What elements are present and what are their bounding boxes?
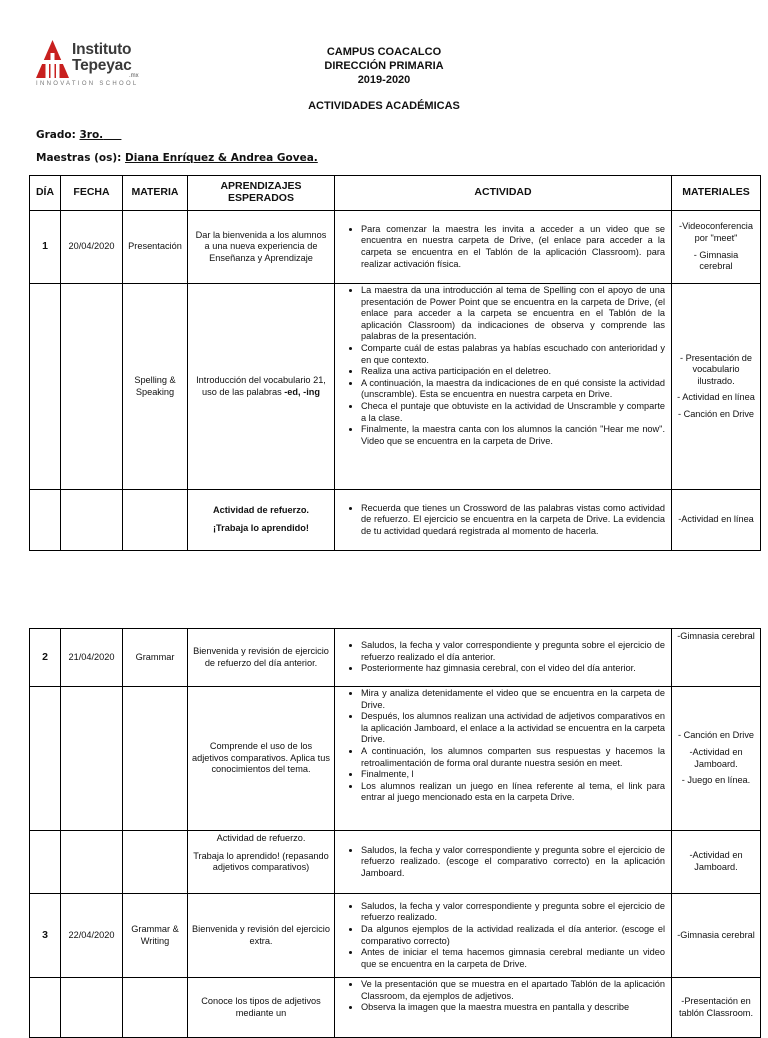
actividad-cell bbox=[335, 978, 672, 1038]
table-row bbox=[30, 831, 761, 894]
actividad-bullet: • Saludos, la fecha y valor correspondiente y pregunta sobre el ejercicio de refuerzo realizado. (escoge el comparativo correcto) en la aplicación Jamboard. bbox=[361, 845, 665, 880]
table-row bbox=[30, 629, 761, 687]
table-row bbox=[30, 284, 761, 490]
materia-cell bbox=[123, 687, 188, 831]
material-item: - Juego en línea. bbox=[681, 775, 751, 786]
actividad-bullet: • Comparte cuál de estas palabras ya habías escuchado con anterioridad y en que contexto. bbox=[361, 343, 665, 366]
dia-cell: 1 bbox=[30, 211, 61, 284]
actividad-bullet: • Observa la imagen que la maestra muestra en pantalla y describe bbox=[361, 1002, 665, 1014]
material-item: - Gimnasia cerebral bbox=[693, 249, 739, 272]
fecha-cell bbox=[61, 978, 123, 1038]
actividad-bullet: • A continuación, la maestra da indicaciones de en qué consiste la actividad (unscramble). Esta se encuentra en nuestra carpeta en Drive. bbox=[361, 378, 665, 401]
col-header-dia: DÍA bbox=[30, 176, 61, 211]
fecha-cell bbox=[61, 284, 123, 490]
material-item: -Actividad en Jamboard. bbox=[689, 850, 743, 872]
table-row bbox=[30, 978, 761, 1038]
table-row bbox=[30, 894, 761, 978]
logo-name-line1: Instituto bbox=[72, 41, 132, 58]
actividad-bullet: • Recuerda que tienes un Crossword de las palabras vistas como actividad de refuerzo. El ejercicio se encuentra en la carpeta de Drive. La evidencia de tu actividad quedará registrada al momento de hacerla. bbox=[361, 503, 665, 538]
material-item: -Gimnasia cerebral bbox=[677, 929, 755, 940]
materia-cell bbox=[123, 490, 188, 551]
materiales-cell bbox=[672, 894, 761, 978]
table-header-row bbox=[30, 176, 761, 211]
actividad-list bbox=[339, 224, 665, 270]
logo-suffix: .mx bbox=[129, 73, 139, 79]
aprendizaje-cell bbox=[188, 490, 335, 551]
aprendizaje-cell bbox=[188, 284, 335, 490]
aprendizaje-cell: Conoce los tipos de adjetivos mediante un bbox=[188, 978, 335, 1038]
direccion-heading: DIRECCIÓN PRIMARIA bbox=[324, 60, 444, 72]
materia-cell: Presentación bbox=[123, 211, 188, 284]
activities-table-1 bbox=[29, 175, 761, 551]
aprendizaje-bold-text: -ed, -ing bbox=[284, 386, 320, 397]
activities-table-2 bbox=[29, 628, 761, 1038]
table-row bbox=[30, 211, 761, 284]
actividad-list bbox=[339, 845, 665, 880]
maestras-label: Maestras (os): bbox=[36, 152, 122, 164]
fecha-cell bbox=[61, 687, 123, 831]
logo-tagline: INNOVATION SCHOOL bbox=[36, 81, 139, 87]
actividad-list bbox=[339, 901, 665, 971]
fecha-cell: 22/04/2020 bbox=[61, 894, 123, 978]
materiales-cell bbox=[672, 831, 761, 894]
aprendizaje-cell: Comprende el uso de los adjetivos comparativos. Aplica tus conocimientos del tema. bbox=[188, 687, 335, 831]
actividad-list bbox=[339, 503, 665, 538]
aprendizaje-cell: Dar la bienvenida a los alumnos a una nueva experiencia de Enseñanza y Aprendizaje bbox=[188, 211, 335, 284]
actividad-bullet: • Posteriormente haz gimnasia cerebral, con el video del día anterior. bbox=[361, 663, 665, 675]
materiales-cell bbox=[672, 211, 761, 284]
table-row bbox=[30, 687, 761, 831]
actividad-bullet: • La maestra da una introducción al tema de Spelling con el apoyo de una presentación de Power Point que se encuentra en la carpeta de Drive, (el enlace para acceder a la carpeta se encuentra en el Tablón de la aplicación Classroom) da indicaciones de observa y comprende las palabras de la presentación. bbox=[361, 285, 665, 343]
aprendizaje-cell: Bienvenida y revisión de ejercicio de refuerzo del día anterior. bbox=[188, 629, 335, 687]
year-heading: 2019-2020 bbox=[357, 74, 411, 86]
material-item: - Canción en Drive bbox=[677, 730, 755, 741]
col-header-materia: MATERIA bbox=[123, 176, 188, 211]
material-item: - Actividad en línea bbox=[677, 392, 755, 403]
materia-cell bbox=[123, 831, 188, 894]
material-item: -Actividad en Jamboard. bbox=[689, 746, 743, 769]
maestras-value: Diana Enríquez & Andrea Govea. bbox=[125, 152, 318, 164]
dia-cell: 3 bbox=[30, 894, 61, 978]
actividad-bullet: • Mira y analiza detenidamente el video que se encuentra en la carpeta de Drive. bbox=[361, 688, 665, 711]
material-item: - Presentación de vocabulario ilustrado. bbox=[679, 352, 752, 386]
materia-cell bbox=[123, 978, 188, 1038]
actividad-cell bbox=[335, 284, 672, 490]
actividad-list bbox=[339, 979, 665, 1014]
fecha-cell: 20/04/2020 bbox=[61, 211, 123, 284]
page-title: ACTIVIDADES ACADÉMICAS bbox=[308, 100, 460, 112]
fecha-cell: 21/04/2020 bbox=[61, 629, 123, 687]
actividad-bullet: • A continuación, los alumnos comparten sus respuestas y hacemos la retroalimentación de forma oral durante nuestra sesión en meet. bbox=[361, 746, 665, 769]
actividad-cell bbox=[335, 211, 672, 284]
actividad-list bbox=[339, 640, 665, 675]
col-header-fecha: FECHA bbox=[61, 176, 123, 211]
trabaja-label: ¡Trabaja lo aprendido! bbox=[213, 523, 309, 533]
actividad-bullet: • Da algunos ejemplos de la actividad realizada el día anterior. (escoge el comparativo correcto) bbox=[361, 924, 665, 947]
actividad-bullet: • Realiza una activa participación en el deletreo. bbox=[361, 366, 665, 378]
materiales-cell bbox=[672, 284, 761, 490]
grado-line bbox=[36, 129, 121, 141]
materiales-cell bbox=[672, 978, 761, 1038]
actividad-bullet: • Los alumnos realizan un juego en línea referente al tema, el link para entrar al juego mencionado esta en la carpeta Drive. bbox=[361, 781, 665, 804]
actividad-bullet: • Ve la presentación que se muestra en el apartado Tablón de la aplicación Classroom, da ejemplos de adjetivos. bbox=[361, 979, 665, 1002]
actividad-cell bbox=[335, 687, 672, 831]
materiales-cell bbox=[672, 629, 761, 687]
col-header-actividad: ACTIVIDAD bbox=[335, 176, 672, 211]
actividad-cell bbox=[335, 490, 672, 551]
actividad-list bbox=[339, 688, 665, 804]
actividad-bullet: • Checa el puntaje que obtuviste en la actividad de Unscramble y comparte a la clase. bbox=[361, 401, 665, 424]
dia-cell: 2 bbox=[30, 629, 61, 687]
grado-label: Grado: bbox=[36, 129, 76, 141]
actividad-bullet: • Para comenzar la maestra les invita a acceder a un video que se encuentra en nuestra carpeta de Drive, (el enlace para acceder a la carpeta se encuentra en el Tablón de la aplicación Classroom). para realizar activación física. bbox=[361, 224, 665, 270]
actividad-cell bbox=[335, 831, 672, 894]
dia-cell bbox=[30, 490, 61, 551]
material-item: -Presentación en tablón Classroom. bbox=[678, 995, 754, 1018]
material-item: - Canción en Drive bbox=[677, 408, 755, 419]
material-item: -Actividad en línea bbox=[678, 514, 754, 525]
trabaja-label: Trabaja lo aprendido! (repasando adjetivos comparativos) bbox=[193, 850, 329, 873]
grado-value: 3ro. bbox=[79, 129, 104, 141]
actividad-bullet: • Después, los alumnos realizan una actividad de adjetivos comparativos en la aplicación Jamboard, el enlace a la actividad se encuentra en la carpeta Drive. bbox=[361, 711, 665, 746]
campus-heading: CAMPUS COACALCO bbox=[326, 46, 442, 58]
table-row bbox=[30, 490, 761, 551]
materiales-cell bbox=[672, 490, 761, 551]
dia-cell bbox=[30, 978, 61, 1038]
aprendizaje-cell: Bienvenida y revisión del ejercicio extra. bbox=[188, 894, 335, 978]
materia-cell: Grammar bbox=[123, 629, 188, 687]
dia-cell bbox=[30, 284, 61, 490]
fecha-cell bbox=[61, 490, 123, 551]
materia-cell: Grammar & Writing bbox=[123, 894, 188, 978]
logo-name-line2: Tepeyac bbox=[72, 57, 132, 74]
aprendizaje-text: Introducción del vocabulario 21, uso de las palabras bbox=[196, 374, 326, 397]
dia-cell bbox=[30, 687, 61, 831]
material-item: -Videoconferencia por "meet" bbox=[679, 221, 753, 243]
dia-cell bbox=[30, 831, 61, 894]
materiales-cell bbox=[672, 687, 761, 831]
refuerzo-label: Actividad de refuerzo. bbox=[213, 505, 309, 516]
actividad-bullet: • Finalmente, l bbox=[361, 769, 665, 781]
material-item: -Gimnasia cerebral bbox=[677, 631, 755, 641]
actividad-bullet: • Antes de iniciar el tema hacemos gimnasia cerebral mediante un video que se encuentra en la carpeta de Drive. bbox=[361, 947, 665, 970]
col-header-aprendizajes: APRENDIZAJES ESPERADOS bbox=[188, 176, 335, 211]
actividad-list bbox=[339, 285, 665, 447]
actividad-bullet: • Finalmente, la maestra canta con los alumnos la canción "Hear me now". Video que se encuentra en la carpeta de Drive. bbox=[361, 424, 665, 447]
materia-cell: Spelling & Speaking bbox=[123, 284, 188, 490]
actividad-bullet: • Saludos, la fecha y valor correspondiente y pregunta sobre el ejercicio de refuerzo realizado el día anterior. bbox=[361, 640, 665, 663]
col-header-materiales: MATERIALES bbox=[672, 176, 761, 211]
maestras-line bbox=[36, 152, 318, 164]
refuerzo-label: Actividad de refuerzo. bbox=[216, 833, 306, 843]
aprendizaje-cell bbox=[188, 831, 335, 894]
fecha-cell bbox=[61, 831, 123, 894]
actividad-cell bbox=[335, 894, 672, 978]
actividad-bullet: • Saludos, la fecha y valor correspondiente y pregunta sobre el ejercicio de refuerzo realizado. bbox=[361, 901, 665, 924]
actividad-cell bbox=[335, 629, 672, 687]
